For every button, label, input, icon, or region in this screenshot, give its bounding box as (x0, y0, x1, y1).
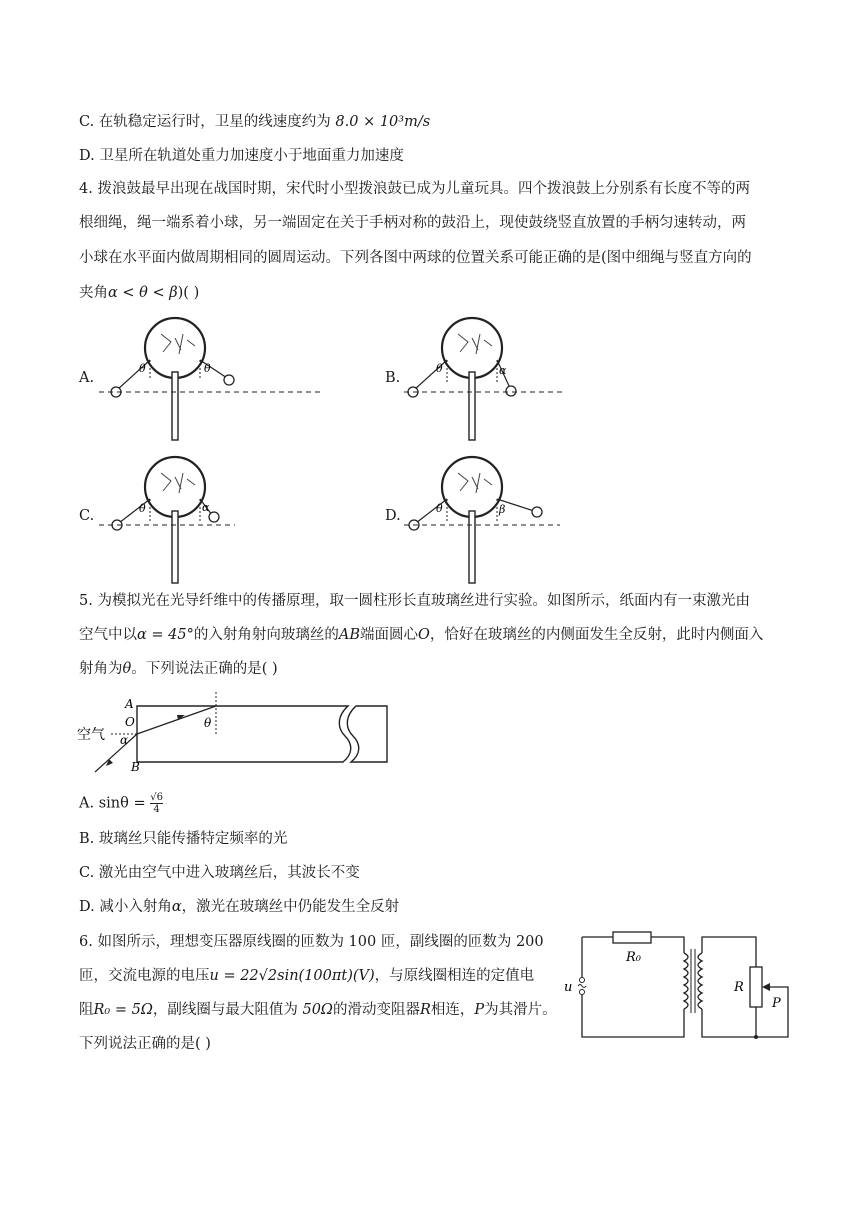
q4-b-left-angle: θ (436, 362, 443, 375)
q5-option-b: B. 玻璃丝只能传播特定频率的光 (79, 831, 288, 847)
q5-stem-line3: 射角为θ。下列说法正确的是( ) (79, 661, 278, 677)
q6-fig-u: u (564, 980, 573, 995)
q5-fig-A: A (125, 697, 134, 711)
q5-option-c: C. 激光由空气中进入玻璃丝后，其波长不变 (79, 865, 360, 881)
q6-fig-R: R (734, 980, 744, 995)
q5-fig-O: O (125, 715, 135, 729)
q4-option-d-figure (400, 455, 630, 585)
q4-option-c-label: C. (79, 508, 95, 524)
q5-fig-alpha: α (120, 733, 129, 747)
q3-option-c: C. 在轨稳定运行时，卫星的线速度约为 8.0 × 10³m/s (79, 114, 431, 130)
q4-c-right-angle: α (202, 501, 210, 514)
q4-stem-line2: 根细绳，绳一端系着小球，另一端固定在关于手柄对称的鼓沿上，现使鼓绕竖直放置的手柄匀速转动，两 (79, 215, 746, 231)
q4-option-c-figure (95, 455, 325, 585)
q4-option-d-label: D. (385, 508, 401, 524)
q6-stem-line2: 匝，交流电源的电压u = 22√2sin(100πt)(V)，与原线圈相连的定值电 (79, 968, 535, 984)
q5-stem-line2: 空气中以α = 45°的入射角射向玻璃丝的AB端面圆心O，恰好在玻璃丝的内侧面发生全反射，此时内侧面入 (79, 627, 764, 643)
q4-option-a-label: A. (79, 370, 95, 386)
q6-fig-R0: R₀ (626, 950, 641, 965)
q5-fig-B: B (131, 760, 140, 774)
q5-fig-theta: θ (204, 716, 212, 730)
q4-d-right-angle: β (499, 503, 506, 516)
q5-option-d: D. 减小入射角α，激光在玻璃丝中仍能发生全反射 (79, 899, 400, 915)
q4-option-b-figure (400, 312, 630, 442)
q3-option-d: D. 卫星所在轨道处重力加速度小于地面重力加速度 (79, 148, 404, 164)
q5-fiber-figure (75, 692, 395, 782)
q4-a-left-angle: θ (139, 362, 146, 375)
q4-b-right-angle: α (499, 364, 507, 377)
q4-d-left-angle: θ (436, 502, 443, 515)
q6-stem-line1: 6. 如图所示，理想变压器原线圈的匝数为 100 匝，副线圈的匝数为 200 (79, 934, 544, 950)
q4-stem-line4: 夹角α < θ < β)( ) (79, 285, 200, 301)
q4-c-left-angle: θ (139, 502, 146, 515)
q6-stem-line4: 下列说法正确的是( ) (79, 1036, 211, 1052)
q6-stem-line3: 阻R₀ = 5Ω，副线圈与最大阻值为 50Ω的滑动变阻器R相连，P为其滑片。 (79, 1002, 557, 1018)
q4-option-b-label: B. (385, 370, 401, 386)
q4-a-right-angle: θ (204, 362, 211, 375)
q6-fig-P: P (772, 996, 781, 1011)
q4-stem-line1: 4. 拨浪鼓最早出现在战国时期，宋代时小型拨浪鼓已成为儿童玩具。四个拨浪鼓上分别系有长度不等的两 (79, 181, 750, 197)
q4-stem-line3: 小球在水平面内做周期相同的圆周运动。下列各图中两球的位置关系可能正确的是(图中细绳与竖直方向的 (79, 250, 752, 266)
q4-option-a-figure (95, 312, 325, 442)
q6-circuit-figure (560, 925, 800, 1050)
q5-option-a: A. sinθ = $\frac{√6}{4}$ (79, 792, 163, 815)
q5-fig-air: 空气 (77, 727, 105, 743)
q5-stem-line1: 5. 为模拟光在光导纤维中的传播原理，取一圆柱形长直玻璃丝进行实验。如图所示，纸面内有一束激光由 (79, 593, 750, 609)
